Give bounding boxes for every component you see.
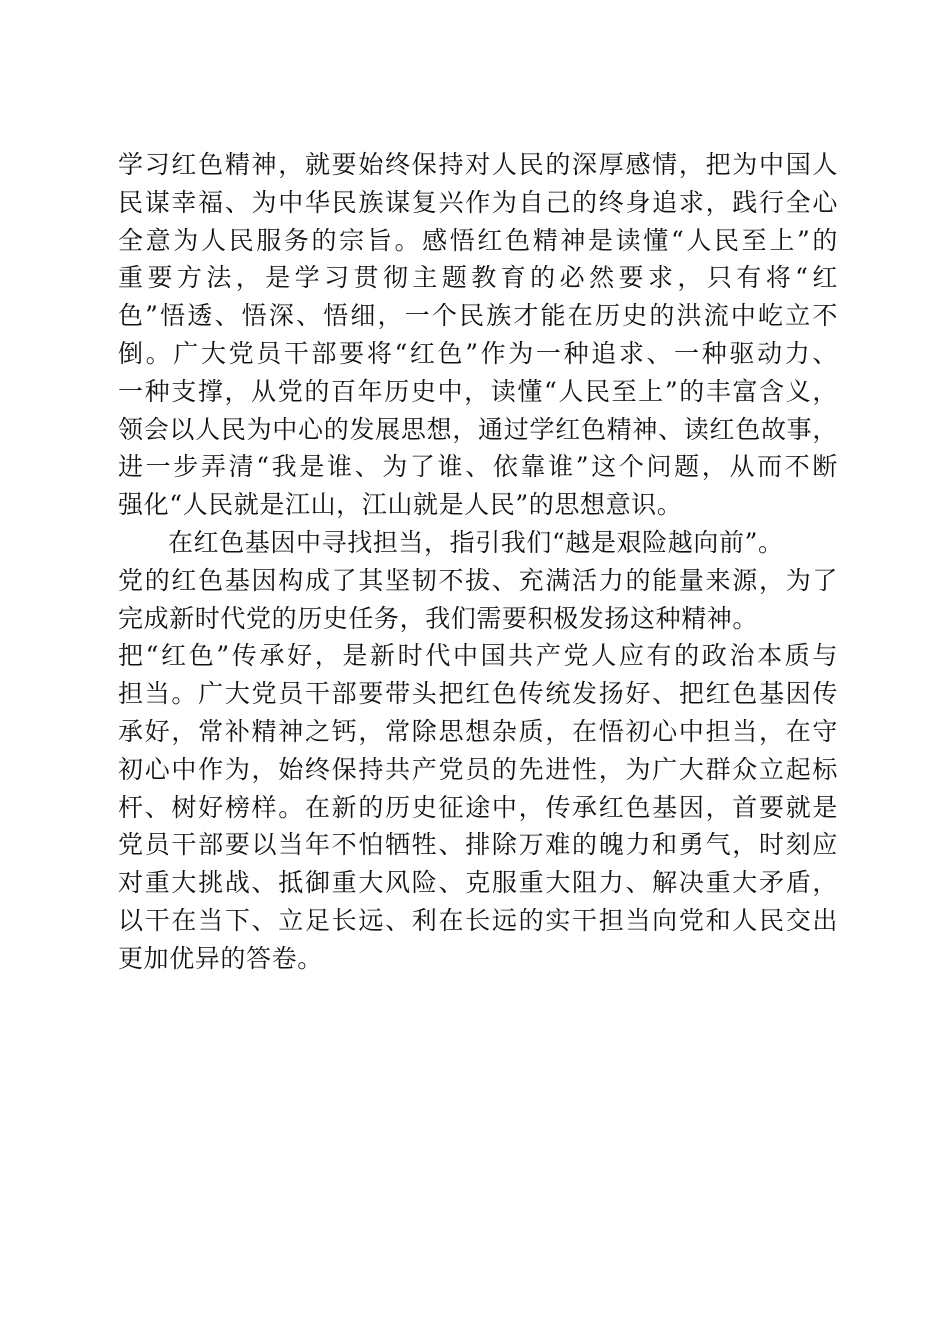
paragraph-line: 杆、树好榜样。在新的历史征途中，传承红色基因，首要就是 bbox=[118, 792, 838, 822]
document-body bbox=[118, 146, 838, 978]
paragraph-line: 初心中作为，始终保持共产党员的先进性，为广大群众立起标 bbox=[118, 754, 838, 784]
paragraph-line: 色”悟透、悟深、悟细，一个民族才能在历史的洪流中屹立不 bbox=[118, 301, 838, 331]
paragraph-line: 更加优异的答卷。 bbox=[118, 943, 323, 973]
paragraph-line: 民谋幸福、为中华民族谋复兴作为自己的终身追求，践行全心 bbox=[118, 187, 838, 217]
paragraph-line: 对重大挑战、抵御重大风险、克服重大阻力、解决重大矛盾， bbox=[118, 868, 838, 898]
paragraph-line: 倒。广大党员干部要将“红色”作为一种追求、一种驱动力、 bbox=[118, 338, 838, 368]
paragraph-2 bbox=[118, 524, 838, 978]
paragraph-line: 重要方法，是学习贯彻主题教育的必然要求，只有将“红 bbox=[118, 263, 838, 293]
paragraph-line: 党的红色基因构成了其坚韧不拔、充满活力的能量来源，为了 bbox=[118, 565, 838, 595]
paragraph-line: 领会以人民为中心的发展思想，通过学红色精神、读红色故事， bbox=[118, 414, 838, 444]
paragraph-line: 强化“人民就是江山，江山就是人民”的思想意识。 bbox=[118, 490, 683, 520]
paragraph-line: 全意为人民服务的宗旨。感悟红色精神是读懂“人民至上”的 bbox=[118, 225, 838, 255]
paragraph-line: 完成新时代党的历史任务，我们需要积极发扬这种精神。 bbox=[118, 603, 759, 633]
paragraph-line: 承好，常补精神之钙，常除思想杂质，在悟初心中担当，在守 bbox=[118, 716, 838, 746]
paragraph-1 bbox=[118, 146, 838, 524]
paragraph-line: 一种支撑，从党的百年历史中，读懂“人民至上”的丰富含义， bbox=[118, 376, 838, 406]
paragraph-line: 党员干部要以当年不怕牺牲、排除万难的魄力和勇气，时刻应 bbox=[118, 830, 838, 860]
paragraph-line: 以干在当下、立足长远、利在长远的实干担当向党和人民交出 bbox=[118, 905, 838, 935]
paragraph-line: 把“红色”传承好，是新时代中国共产党人应有的政治本质与 bbox=[118, 641, 838, 671]
paragraph-line: 担当。广大党员干部要带头把红色传统发扬好、把红色基因传 bbox=[118, 679, 838, 709]
paragraph-line: 在红色基因中寻找担当，指引我们“越是艰险越向前”。 bbox=[168, 527, 784, 557]
paragraph-line: 学习红色精神，就要始终保持对人民的深厚感情，把为中国人 bbox=[118, 150, 838, 179]
paragraph-line: 进一步弄清“我是谁、为了谁、依靠谁”这个问题，从而不断 bbox=[118, 452, 838, 482]
